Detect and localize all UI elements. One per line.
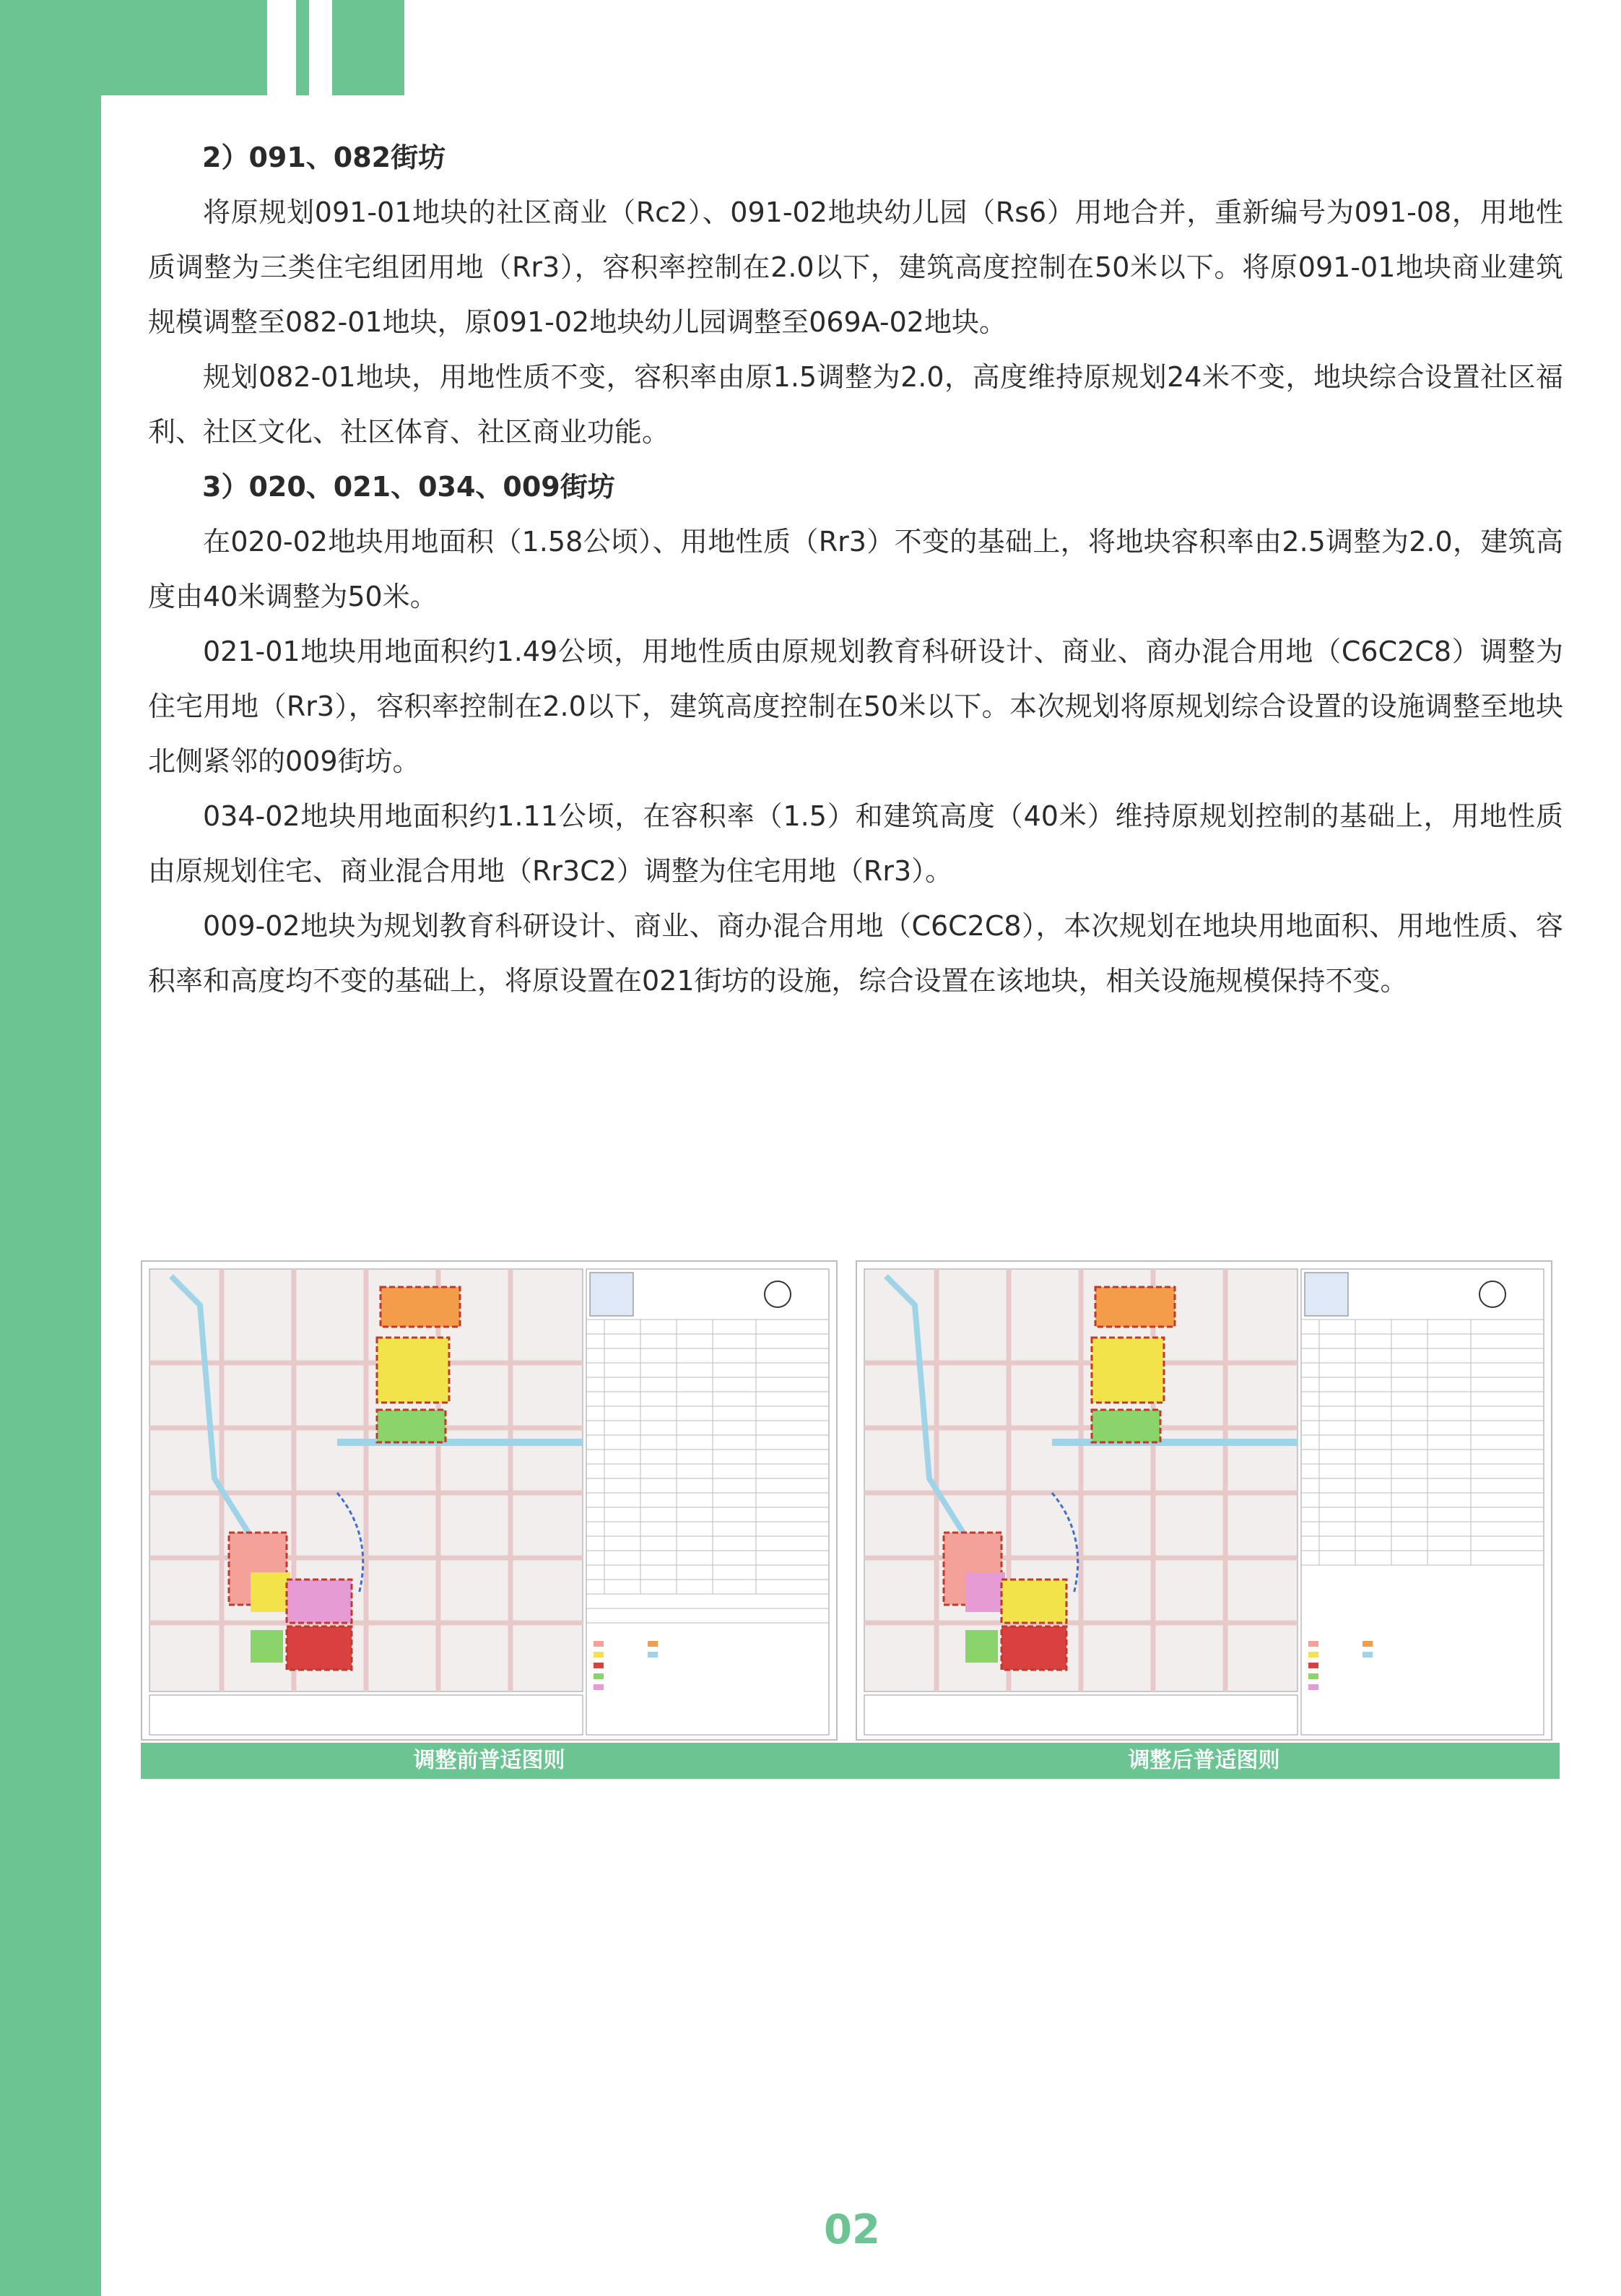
paragraph: 021-01地块用地面积约1.49公顷，用地性质由原规划教育科研设计、商业、商办混合用地（C6C2C8）调整为住宅用地（Rr3），容积率控制在2.0以下，建筑高度控制在50米以下。本次规划将原规划综合设置的设施调整至地块北侧紧邻的009街坊。: [148, 636, 1563, 777]
map-after-drawing: [857, 1262, 1551, 1739]
body-text: [148, 130, 1563, 1008]
caption-after: 调整后普适图则: [1128, 1748, 1280, 1773]
decorative-stripe: [296, 0, 309, 95]
figure-caption-bar: [141, 1743, 1560, 1779]
paragraph: 将原规划091-01地块的社区商业（Rc2）、091-02地块幼儿园（Rs6）用地合并，重新编号为091-08，用地性质调整为三类住宅组团用地（Rr3），容积率控制在2.0以下，建筑高度控制在50米以下。将原091-01地块商业建筑规模调整至082-01地块，原091-02地块幼儿园调整至069A-02地块。: [148, 196, 1563, 338]
decorative-left-bar: [0, 0, 101, 2296]
decorative-top-block: [101, 0, 254, 95]
page-number: 02: [824, 2206, 880, 2253]
paragraph: 009-02地块为规划教育科研设计、商业、商办混合用地（C6C2C8），本次规划在地块用地面积、用地性质、容积率和高度均不变的基础上，将原设置在021街坊的设施，综合设置在该地块，相关设施规模保持不变。: [148, 910, 1563, 997]
paragraph: 034-02地块用地面积约1.11公顷，在容积率（1.5）和建筑高度（40米）维持原规划控制的基础上，用地性质由原规划住宅、商业混合用地（Rr3C2）调整为住宅用地（Rr3）。: [148, 800, 1563, 887]
map-before-adjustment: [141, 1260, 838, 1741]
paragraph: 规划082-01地块，用地性质不变，容积率由原1.5调整为2.0，高度维持原规划24米不变，地块综合设置社区福利、社区文化、社区体育、社区商业功能。: [148, 361, 1563, 448]
decorative-stripe: [254, 0, 267, 95]
paragraph: 在020-02地块用地面积（1.58公顷）、用地性质（Rr3）不变的基础上，将地块容积率由2.5调整为2.0，建筑高度由40米调整为50米。: [148, 526, 1563, 612]
section-heading-020-021-034-009: 3）020、021、034、009街坊: [202, 471, 615, 503]
caption-before: 调整前普适图则: [413, 1748, 565, 1773]
section-heading-091-082: 2）091、082街坊: [202, 142, 446, 173]
map-after-adjustment: [856, 1260, 1552, 1741]
decorative-stripe: [332, 0, 404, 95]
plan-figures: [141, 1260, 1560, 1784]
map-before-drawing: [142, 1262, 836, 1739]
